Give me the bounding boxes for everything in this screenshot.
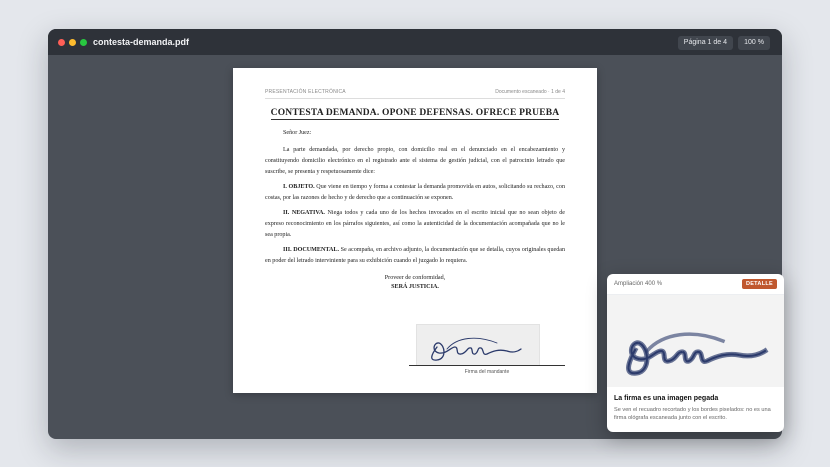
section-objeto — [265, 182, 565, 204]
salutation: Señor Juez: — [283, 130, 312, 136]
section-heading: II. NEGATIVA. — [283, 210, 325, 216]
pixelated-signature — [607, 295, 784, 387]
intro-paragraph: La parte demandada, por derecho propio, con domicilio real en el denunciado en el encabezamiento y constituyendo domicilio electrónico en el registrado ante el sistema de gestión judicial, con el patrocinio letrado que suscribe, se presenta y respetuosamente dice: — [265, 147, 565, 175]
signature-scribble — [417, 325, 539, 365]
section-negativa — [265, 208, 565, 241]
window-title: contesta-demanda.pdf — [93, 37, 190, 47]
section-text: Niega todos y cada uno de los hechos invocados en el escrito inicial que no sean objeto de expreso reconocimiento en los párrafos siguientes, así como la autenticidad de la documentación acompañada que no le sea propia. — [265, 210, 565, 238]
zoomed-signature — [607, 295, 784, 387]
signature-caption: Firma del mandante — [464, 369, 510, 375]
closing-justicia: SERÁ JUSTICIA. — [391, 284, 439, 290]
popup-description: Se ven el recuadro recortado y los bordes pixelados: no es una firma ológrafa escaneada junto con el escrito. — [614, 407, 771, 421]
popup-caption: La firma es una imagen pegada — [614, 395, 719, 402]
closing-block — [233, 274, 597, 292]
closing-line: Proveer de conformidad, — [384, 275, 446, 281]
detail-badge: DETALLE — [742, 279, 777, 289]
close-window-button[interactable] — [58, 39, 65, 46]
page-header-right: Documento escaneado · 1 de 4 — [495, 89, 565, 95]
document-title-text: CONTESTA DEMANDA. OPONE DEFENSAS. OFRECE PRUEBA — [270, 108, 560, 118]
popup-title: Ampliación 400 % — [614, 281, 663, 287]
document-page — [233, 68, 597, 393]
maximize-window-button[interactable] — [80, 39, 87, 46]
header-divider — [265, 98, 565, 99]
section-text: Que viene en tiempo y forma a contestar la demanda promovida en autos, solicitando su rechazo, con costas, por las razones de hecho y de derecho que a continuación se exponen. — [265, 184, 565, 201]
zoom-level[interactable]: 100 % — [738, 36, 770, 50]
popup-header — [607, 274, 784, 295]
signature-line — [409, 365, 565, 366]
document-title — [233, 108, 597, 118]
document-body — [265, 128, 565, 271]
title-bar — [48, 29, 782, 55]
page-header-left: PRESENTACIÓN ELECTRÓNICA — [265, 89, 346, 95]
page-indicator[interactable]: Página 1 de 4 — [678, 36, 733, 50]
minimize-window-button[interactable] — [69, 39, 76, 46]
section-heading: I. OBJETO. — [283, 184, 315, 190]
section-documental — [265, 245, 565, 267]
zoom-detail-popup[interactable] — [607, 274, 784, 432]
pasted-signature-image — [416, 324, 540, 366]
section-heading: III. DOCUMENTAL. — [283, 247, 339, 253]
section-text: Se acompaña, en archivo adjunto, la documentación que se detalla, cuyos originales quedan en poder del letrado interviniente para su exhibición cuando el juzgado lo requiera. — [265, 247, 566, 264]
